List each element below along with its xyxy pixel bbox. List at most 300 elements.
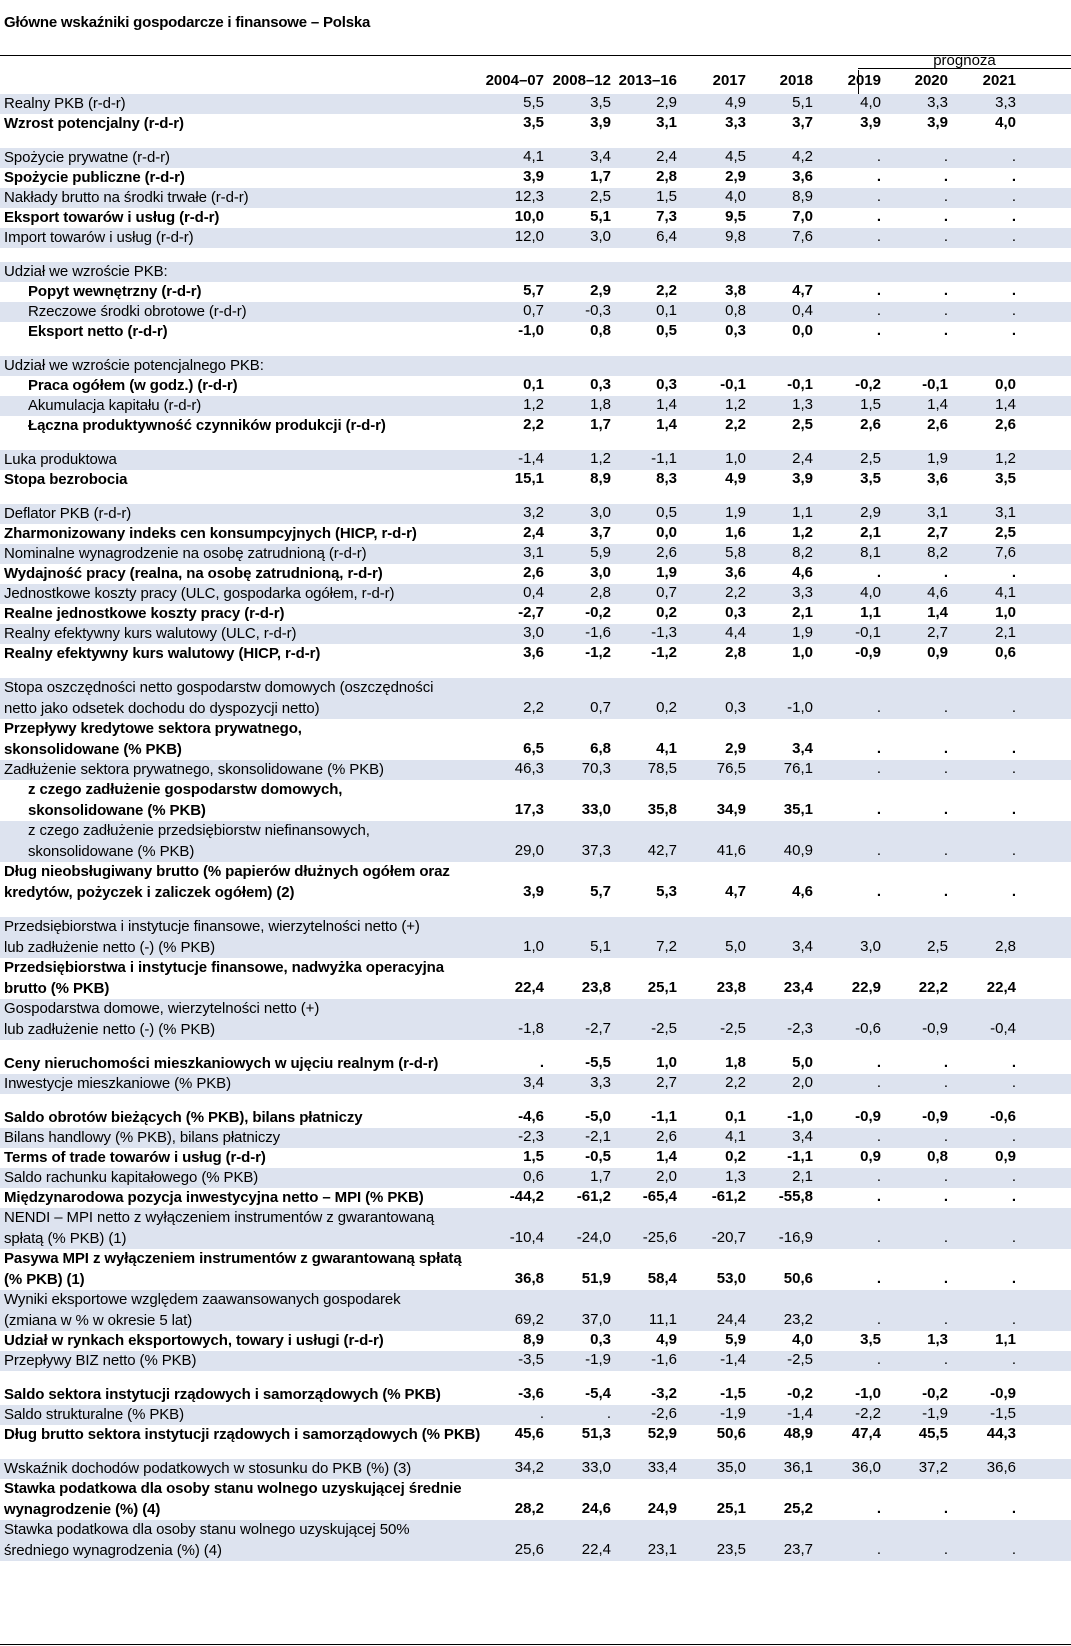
table-row xyxy=(0,1249,1071,1290)
cell-value: 3,3 xyxy=(995,94,1016,111)
cell-value: 5,1 xyxy=(590,938,611,955)
cell-value: . xyxy=(943,1229,948,1246)
cell-value: 2,7 xyxy=(656,1074,677,1091)
cell-value: . xyxy=(1011,801,1016,818)
cell-value: -0,3 xyxy=(585,302,611,319)
cell-value: . xyxy=(943,740,948,757)
cell-value: -55,8 xyxy=(778,1188,813,1205)
cell-value: 3,4 xyxy=(523,1074,544,1091)
column-header: 2018 xyxy=(779,72,813,89)
cell-value: -10,4 xyxy=(509,1229,544,1246)
cell-value: 0,4 xyxy=(523,584,544,601)
row-label-line: Wzrost potencjalny (r-d-r) xyxy=(4,115,184,132)
cell-value: -44,2 xyxy=(509,1188,544,1205)
cell-value: 1,0 xyxy=(523,938,544,955)
cell-value: 1,1 xyxy=(995,1331,1016,1348)
cell-value: 2,1 xyxy=(792,604,813,621)
cell-value: 0,9 xyxy=(927,644,948,661)
cell-value: 1,7 xyxy=(590,1168,611,1185)
cell-value: . xyxy=(1011,302,1016,319)
cell-value: -0,9 xyxy=(922,1020,948,1037)
cell-value: 3,1 xyxy=(927,504,948,521)
cell-value: 1,6 xyxy=(725,524,746,541)
cell-value: 5,9 xyxy=(725,1331,746,1348)
row-label xyxy=(28,779,518,821)
cell-value: -61,2 xyxy=(576,1188,611,1205)
table-row xyxy=(0,678,1071,719)
cell-value: 5,0 xyxy=(725,938,746,955)
cell-value: 2,8 xyxy=(656,168,677,185)
row-label xyxy=(28,415,518,436)
cell-value: 2,9 xyxy=(725,740,746,757)
row-label-line: Luka produktowa xyxy=(4,451,117,468)
cell-value: 51,3 xyxy=(581,1425,611,1442)
cell-value: 70,3 xyxy=(581,760,611,777)
cell-value: 29,0 xyxy=(514,842,544,859)
cell-value: . xyxy=(943,699,948,716)
row-label xyxy=(4,1053,494,1074)
row-label-line: (zmiana w % w okresie 5 lat) xyxy=(4,1312,193,1329)
cell-value: 23,4 xyxy=(783,979,813,996)
cell-value: 5,8 xyxy=(725,544,746,561)
cell-value: 0,3 xyxy=(725,699,746,716)
cell-value: -0,4 xyxy=(990,1020,1016,1037)
table-row xyxy=(0,1351,1071,1371)
table-row xyxy=(0,584,1071,604)
cell-value: 35,1 xyxy=(783,801,813,818)
cell-value: 8,9 xyxy=(792,188,813,205)
cell-value: . xyxy=(539,1405,544,1422)
cell-value: 1,4 xyxy=(927,396,948,413)
row-label-line: Popyt wewnętrzny (r-d-r) xyxy=(28,283,202,300)
cell-value: 37,0 xyxy=(581,1311,611,1328)
row-label-line: średniego wynagrodzenia (%) (4) xyxy=(4,1542,222,1559)
cell-value: 1,2 xyxy=(995,450,1016,467)
table-row xyxy=(0,524,1071,544)
cell-value: . xyxy=(876,1351,881,1368)
row-label xyxy=(28,375,518,396)
row-label-line: Nominalne wynagrodzenie na osobę zatrudnioną (r-d-r) xyxy=(4,545,367,562)
cell-value: 45,6 xyxy=(514,1425,544,1442)
row-label xyxy=(4,187,494,208)
cell-value: 22,4 xyxy=(514,979,544,996)
row-label xyxy=(4,207,494,228)
cell-value: 4,0 xyxy=(860,94,881,111)
row-label xyxy=(4,718,494,760)
cell-value: 0,9 xyxy=(995,1148,1016,1165)
cell-value: 1,3 xyxy=(792,396,813,413)
cell-value: -5,4 xyxy=(585,1385,611,1402)
table-row xyxy=(0,958,1071,999)
row-label-line: Realny efektywny kurs walutowy (HICP, r-d-r) xyxy=(4,645,321,662)
cell-value: 5,9 xyxy=(590,544,611,561)
row-label xyxy=(4,623,494,644)
cell-value: 1,2 xyxy=(590,450,611,467)
cell-value: 1,4 xyxy=(656,396,677,413)
cell-value: 4,7 xyxy=(725,883,746,900)
cell-value: 4,1 xyxy=(995,584,1016,601)
cell-value: 8,9 xyxy=(590,470,611,487)
row-label xyxy=(28,820,518,862)
row-label-line: z czego zadłużenie gospodarstw domowych, xyxy=(28,781,343,798)
cell-value: 0,4 xyxy=(792,302,813,319)
cell-value: 3,9 xyxy=(523,168,544,185)
cell-value: 0,1 xyxy=(523,376,544,393)
cell-value: 23,8 xyxy=(581,979,611,996)
row-label xyxy=(4,1519,494,1561)
cell-value: . xyxy=(943,1168,948,1185)
row-label-line: Eksport towarów i usług (r-d-r) xyxy=(4,209,220,226)
cell-value: -1,1 xyxy=(651,1108,677,1125)
table-row xyxy=(0,1128,1071,1148)
cell-value: 1,9 xyxy=(927,450,948,467)
row-label-line: Przedsiębiorstwa i instytucje finansowe, wierzytelności netto (+) xyxy=(4,918,420,935)
cell-value: 36,8 xyxy=(514,1270,544,1287)
cell-value: . xyxy=(943,564,948,581)
row-label-line: Bilans handlowy (% PKB), bilans płatniczy xyxy=(4,1129,281,1146)
row-label-line: skonsolidowane (% PKB) xyxy=(4,741,182,758)
row-label xyxy=(4,1167,494,1188)
cell-value: 33,0 xyxy=(581,1459,611,1476)
cell-value: 28,2 xyxy=(514,1500,544,1517)
cell-value: 5,5 xyxy=(523,94,544,111)
cell-value: 4,6 xyxy=(927,584,948,601)
column-header: 2021 xyxy=(982,72,1016,89)
row-label xyxy=(4,449,494,470)
cell-value: -0,1 xyxy=(720,376,746,393)
cell-value: 1,1 xyxy=(792,504,813,521)
cell-value: . xyxy=(876,1054,881,1071)
column-header: 2020 xyxy=(914,72,948,89)
cell-value: 5,1 xyxy=(792,94,813,111)
row-label-line: Zharmonizowany indeks cen konsumpcyjnych (HICP, r-d-r) xyxy=(4,525,417,542)
cell-value: . xyxy=(943,1351,948,1368)
row-label xyxy=(28,395,518,416)
cell-value: . xyxy=(1011,740,1016,757)
cell-value: 7,6 xyxy=(995,544,1016,561)
cell-value: 40,9 xyxy=(783,842,813,859)
table-row xyxy=(0,302,1071,322)
cell-value: . xyxy=(943,842,948,859)
cell-value: 37,2 xyxy=(918,1459,948,1476)
cell-value: 3,0 xyxy=(590,504,611,521)
cell-value: 4,1 xyxy=(725,1128,746,1145)
cell-value: 3,3 xyxy=(725,114,746,131)
row-label-line: Przepływy kredytowe sektora prywatnego, xyxy=(4,720,302,737)
table-row xyxy=(0,322,1071,342)
row-label-line: lub zadłużenie netto (-) (% PKB) xyxy=(4,939,216,956)
cell-value: 58,4 xyxy=(647,1270,677,1287)
cell-value: . xyxy=(1011,1351,1016,1368)
cell-value: -2,5 xyxy=(720,1020,746,1037)
row-label xyxy=(4,523,494,544)
cell-value: -5,5 xyxy=(585,1054,611,1071)
table-row xyxy=(0,114,1071,134)
cell-value: 2,4 xyxy=(656,148,677,165)
row-label-line: brutto (% PKB) xyxy=(4,980,110,997)
cell-value: 3,5 xyxy=(860,470,881,487)
cell-value: 0,2 xyxy=(656,604,677,621)
cell-value: . xyxy=(943,282,948,299)
cell-value: . xyxy=(876,1311,881,1328)
cell-value: 3,8 xyxy=(725,282,746,299)
cell-value: 7,6 xyxy=(792,228,813,245)
table-row xyxy=(0,1479,1071,1520)
cell-value: . xyxy=(943,801,948,818)
cell-value: . xyxy=(943,1074,948,1091)
cell-value: 45,5 xyxy=(918,1425,948,1442)
cell-value: -0,2 xyxy=(585,604,611,621)
cell-value: 15,1 xyxy=(514,470,544,487)
cell-value: . xyxy=(943,1128,948,1145)
cell-value: 0,3 xyxy=(656,376,677,393)
cell-value: 2,9 xyxy=(725,168,746,185)
cell-value: 3,0 xyxy=(590,228,611,245)
cell-value: -3,6 xyxy=(518,1385,544,1402)
cell-value: 1,9 xyxy=(792,624,813,641)
cell-value: 11,1 xyxy=(648,1311,677,1328)
cell-value: 0,0 xyxy=(995,376,1016,393)
row-label xyxy=(4,147,494,168)
cell-value: -4,6 xyxy=(518,1108,544,1125)
cell-value: 3,5 xyxy=(995,470,1016,487)
row-label-line: Stawka podatkowa dla osoby stanu wolnego uzyskującej średnie xyxy=(4,1480,462,1497)
cell-value: -0,9 xyxy=(922,1108,948,1125)
table-row xyxy=(0,1054,1071,1074)
table-row xyxy=(0,470,1071,490)
row-label-line: netto jako odsetek dochodu do dyspozycji netto) xyxy=(4,700,320,717)
row-label xyxy=(28,321,518,342)
row-label-line: Realny PKB (r-d-r) xyxy=(4,95,126,112)
cell-value: -0,2 xyxy=(922,1385,948,1402)
cell-value: 2,0 xyxy=(656,1168,677,1185)
cell-value: . xyxy=(876,1128,881,1145)
column-headers xyxy=(0,72,1071,92)
cell-value: 1,0 xyxy=(725,450,746,467)
cell-value: . xyxy=(1011,1054,1016,1071)
row-label xyxy=(4,1187,494,1208)
table-row xyxy=(0,1405,1071,1425)
cell-value: 5,3 xyxy=(656,883,677,900)
cell-value: 2,2 xyxy=(725,584,746,601)
cell-value: -0,2 xyxy=(855,376,881,393)
cell-value: 4,9 xyxy=(656,1331,677,1348)
cell-value: . xyxy=(876,801,881,818)
table-row xyxy=(0,644,1071,664)
cell-value: . xyxy=(876,228,881,245)
cell-value: . xyxy=(1011,168,1016,185)
cell-value: 0,6 xyxy=(523,1168,544,1185)
row-label-line: Eksport netto (r-d-r) xyxy=(28,323,168,340)
cell-value: 1,7 xyxy=(590,416,611,433)
row-label-line: Realne jednostkowe koszty pracy (r-d-r) xyxy=(4,605,285,622)
cell-value: . xyxy=(876,740,881,757)
row-label-line: wynagrodzenie (%) (4) xyxy=(4,1501,161,1518)
cell-value: 8,3 xyxy=(656,470,677,487)
cell-value: 23,8 xyxy=(716,979,746,996)
cell-value: 33,0 xyxy=(581,801,611,818)
table-row xyxy=(0,282,1071,302)
cell-value: 2,9 xyxy=(656,94,677,111)
row-label-line: Inwestycje mieszkaniowe (% PKB) xyxy=(4,1075,231,1092)
cell-value: 1,0 xyxy=(995,604,1016,621)
row-label xyxy=(4,503,494,524)
cell-value: 1,8 xyxy=(590,396,611,413)
cell-value: 0,0 xyxy=(792,322,813,339)
row-label xyxy=(4,167,494,188)
table-row xyxy=(0,821,1071,862)
cell-value: 2,9 xyxy=(590,282,611,299)
cell-value: . xyxy=(943,188,948,205)
cell-value: 24,4 xyxy=(716,1311,746,1328)
row-label-line: Gospodarstwa domowe, wierzytelności netto (+) xyxy=(4,1000,320,1017)
cell-value: 47,4 xyxy=(851,1425,881,1442)
cell-value: 2,1 xyxy=(995,624,1016,641)
cell-value: . xyxy=(1011,760,1016,777)
row-label xyxy=(28,281,518,302)
row-label xyxy=(4,227,494,248)
row-label xyxy=(4,1384,494,1405)
cell-value: . xyxy=(539,1054,544,1071)
cell-value: 3,4 xyxy=(792,1128,813,1145)
row-label-line: Wskaźnik dochodów podatkowych w stosunku do PKB (%) (3) xyxy=(4,1460,412,1477)
cell-value: 2,6 xyxy=(860,416,881,433)
cell-value: 23,5 xyxy=(716,1541,746,1558)
cell-value: 10,0 xyxy=(514,208,544,225)
row-label xyxy=(4,759,494,780)
cell-value: 0,8 xyxy=(590,322,611,339)
cell-value: 4,7 xyxy=(792,282,813,299)
cell-value: 51,9 xyxy=(581,1270,611,1287)
cell-value: . xyxy=(1011,564,1016,581)
cell-value: 22,2 xyxy=(918,979,948,996)
cell-value: . xyxy=(1011,1229,1016,1246)
cell-value: 0,3 xyxy=(725,322,746,339)
cell-value: . xyxy=(1011,1074,1016,1091)
cell-value: . xyxy=(876,1188,881,1205)
cell-value: . xyxy=(876,1074,881,1091)
row-label-line: Realny efektywny kurs walutowy (ULC, r-d-r) xyxy=(4,625,297,642)
cell-value: -61,2 xyxy=(711,1188,746,1205)
row-label xyxy=(4,1248,494,1290)
cell-value: . xyxy=(1011,842,1016,859)
row-label-line: Saldo strukturalne (% PKB) xyxy=(4,1406,184,1423)
cell-value: . xyxy=(1011,1168,1016,1185)
cell-value: . xyxy=(943,208,948,225)
cell-value: . xyxy=(876,1500,881,1517)
cell-value: 52,9 xyxy=(647,1425,677,1442)
cell-value: -3,5 xyxy=(518,1351,544,1368)
cell-value: 0,7 xyxy=(656,584,677,601)
row-label xyxy=(4,113,494,134)
cell-value: 0,8 xyxy=(927,1148,948,1165)
cell-value: 7,2 xyxy=(656,938,677,955)
row-label-line: Saldo rachunku kapitałowego (% PKB) xyxy=(4,1169,259,1186)
cell-value: -1,6 xyxy=(651,1351,677,1368)
cell-value: 3,6 xyxy=(725,564,746,581)
table-row xyxy=(0,604,1071,624)
cell-value: 1,3 xyxy=(927,1331,948,1348)
cell-value: 0,9 xyxy=(860,1148,881,1165)
cell-value: 25,2 xyxy=(783,1500,813,1517)
cell-value: -1,3 xyxy=(651,624,677,641)
cell-value: -1,5 xyxy=(990,1405,1016,1422)
row-label xyxy=(4,261,494,282)
cell-value: 2,6 xyxy=(523,564,544,581)
row-label xyxy=(4,1424,494,1445)
table-row xyxy=(0,416,1071,436)
cell-value: . xyxy=(1011,699,1016,716)
cell-value: . xyxy=(1011,1270,1016,1287)
row-label xyxy=(4,957,494,999)
table-row xyxy=(0,450,1071,470)
cell-value: 2,2 xyxy=(656,282,677,299)
cell-value: 7,0 xyxy=(792,208,813,225)
cell-value: 1,9 xyxy=(656,564,677,581)
row-label xyxy=(4,1458,494,1479)
cell-value: 34,2 xyxy=(514,1459,544,1476)
cell-value: . xyxy=(1011,883,1016,900)
table-row xyxy=(0,1385,1071,1405)
cell-value: 23,2 xyxy=(783,1311,813,1328)
cell-value: -1,2 xyxy=(585,644,611,661)
cell-value: 2,7 xyxy=(927,524,948,541)
cell-value: -25,6 xyxy=(642,1229,677,1246)
cell-value: -1,0 xyxy=(787,699,813,716)
cell-value: 5,7 xyxy=(590,883,611,900)
cell-value: 3,0 xyxy=(590,564,611,581)
cell-value: . xyxy=(943,1500,948,1517)
table-row xyxy=(0,228,1071,248)
table-row xyxy=(0,262,1071,282)
cell-value: 3,0 xyxy=(523,624,544,641)
cell-value: 42,7 xyxy=(647,842,677,859)
cell-value: 2,5 xyxy=(995,524,1016,541)
table-row xyxy=(0,1425,1071,1445)
row-label xyxy=(4,1127,494,1148)
table-row xyxy=(0,862,1071,903)
row-label-line: Jednostkowe koszty pracy (ULC, gospodarka ogółem, r-d-r) xyxy=(4,585,395,602)
row-label xyxy=(4,355,494,376)
cell-value: 35,0 xyxy=(716,1459,746,1476)
cell-value: 3,4 xyxy=(792,740,813,757)
cell-value: 0,5 xyxy=(656,322,677,339)
cell-value: -2,2 xyxy=(855,1405,881,1422)
cell-value: -0,9 xyxy=(855,1108,881,1125)
row-label-line: Rzeczowe środki obrotowe (r-d-r) xyxy=(28,303,247,320)
cell-value: 2,2 xyxy=(725,1074,746,1091)
row-label-line: Deflator PKB (r-d-r) xyxy=(4,505,132,522)
cell-value: 3,3 xyxy=(927,94,948,111)
cell-value: 0,7 xyxy=(590,699,611,716)
cell-value: 3,1 xyxy=(523,544,544,561)
table-row xyxy=(0,999,1071,1040)
table-row xyxy=(0,504,1071,524)
row-label-line: Terms of trade towarów i usług (r-d-r) xyxy=(4,1149,266,1166)
cell-value: 1,5 xyxy=(523,1148,544,1165)
cell-value: -1,9 xyxy=(585,1351,611,1368)
cell-value: 12,0 xyxy=(514,228,544,245)
cell-value: . xyxy=(943,322,948,339)
cell-value: . xyxy=(876,282,881,299)
cell-value: 3,7 xyxy=(590,524,611,541)
row-label xyxy=(4,916,494,958)
cell-value: . xyxy=(1011,282,1016,299)
cell-value: 78,5 xyxy=(647,760,677,777)
row-label-line: Stopa bezrobocia xyxy=(4,471,128,488)
cell-value: 3,9 xyxy=(927,114,948,131)
row-label xyxy=(4,1147,494,1168)
